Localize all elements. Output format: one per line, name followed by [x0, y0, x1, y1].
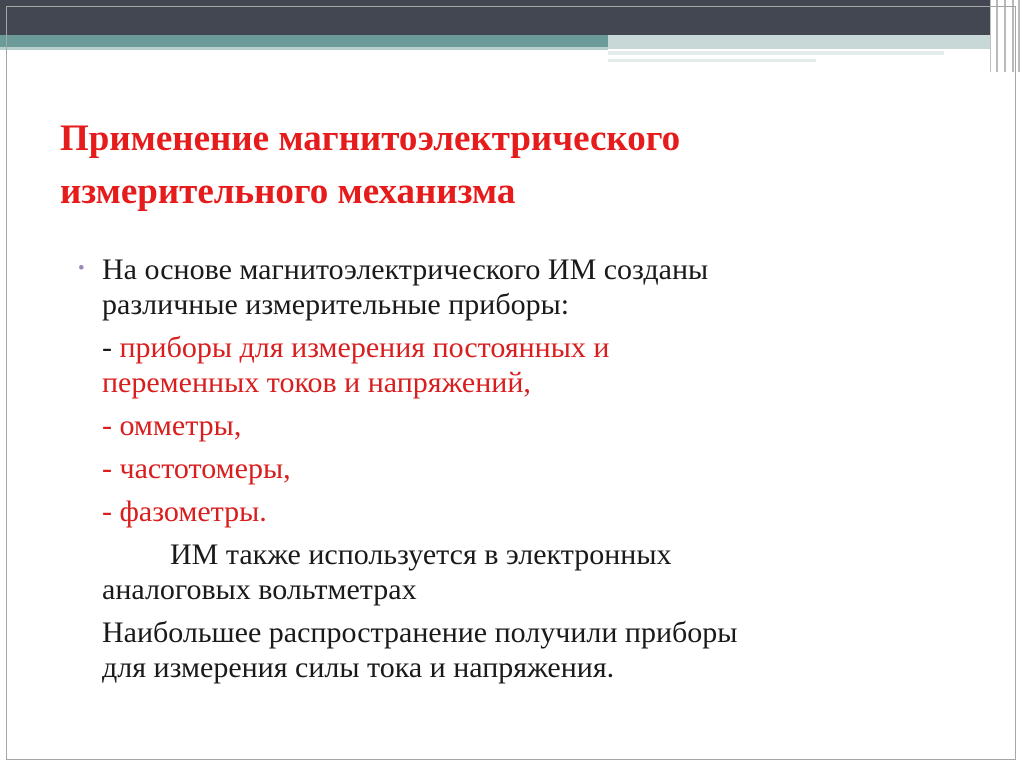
corner-stripe	[1004, 0, 1006, 72]
instrument-item-1-line-1	[102, 330, 972, 365]
intro-line-1: На основе магнитоэлектрического ИМ созданы	[102, 253, 709, 286]
instrument-item-4-text: - фазометры.	[102, 495, 267, 528]
note-1-line-1: ИМ также используется в электронных	[170, 538, 672, 571]
intro-paragraph	[102, 252, 972, 322]
slide-title-line-1: Применение магнитоэлектрического	[60, 118, 681, 159]
instrument-item-3-text: - частотомеры,	[102, 452, 291, 485]
instrument-item-3	[102, 451, 972, 486]
note-2-line-2: для измерения силы тока и напряжения.	[102, 651, 615, 684]
instrument-item-1-text: приборы для измерения постоянных и	[119, 331, 610, 364]
teal-thin-line	[0, 47, 608, 50]
light-accent-line-short	[608, 59, 816, 62]
note-paragraph-2	[102, 615, 972, 685]
corner-stripe	[1018, 0, 1020, 72]
intro-line-2: различные измерительные приборы:	[102, 288, 570, 321]
instrument-item-1-line-2: переменных токов и напряжений,	[102, 366, 531, 399]
corner-stripe	[1012, 0, 1014, 72]
light-accent-line	[608, 51, 944, 55]
slide-title-line-2: измерительного механизма	[60, 171, 516, 212]
slide-body	[102, 252, 972, 693]
instrument-item-2-text: - омметры,	[102, 409, 242, 442]
bullet-icon: •	[78, 258, 85, 279]
teal-accent-line	[0, 35, 608, 47]
note-paragraph-1	[102, 537, 972, 607]
item-dash: -	[102, 331, 120, 364]
top-bar	[0, 0, 1024, 35]
note-1-line-2: аналоговых вольтметрах	[102, 573, 417, 606]
note-2-line-1: Наибольшее распространение получили приборы	[102, 616, 738, 649]
instrument-item-4	[102, 494, 972, 529]
slide-title	[60, 112, 940, 218]
instrument-item-1	[102, 330, 972, 400]
instrument-item-2	[102, 408, 972, 443]
corner-stripe	[996, 0, 998, 72]
teal-accent-line-right	[608, 35, 1000, 49]
